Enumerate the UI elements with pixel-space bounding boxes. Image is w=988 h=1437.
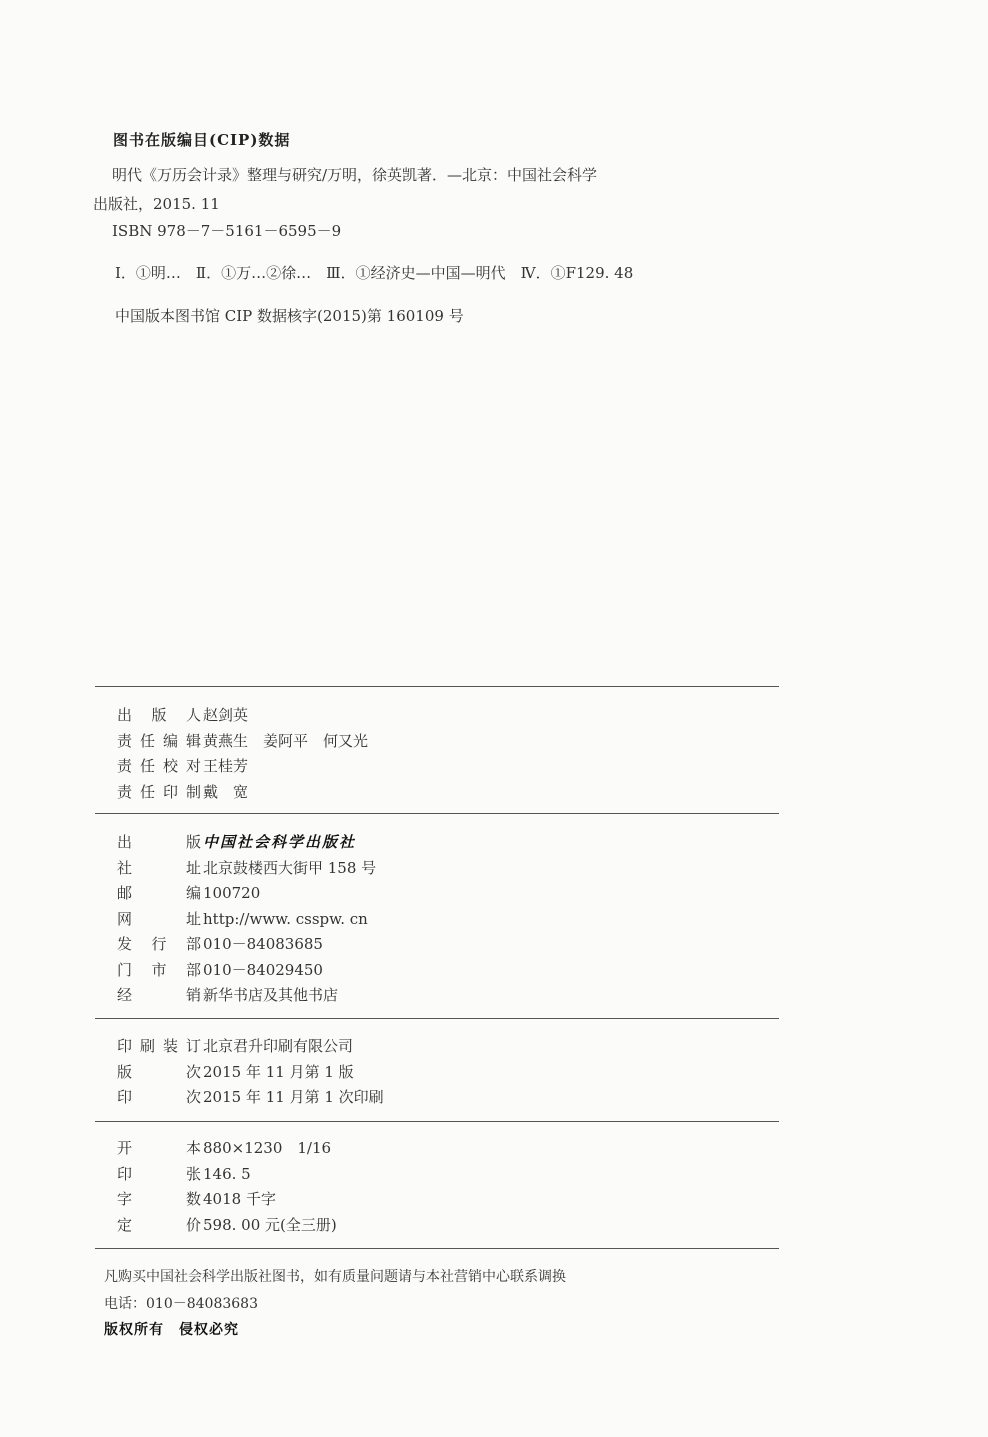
- specs-section: [117, 1136, 337, 1238]
- label-char: 责: [117, 757, 133, 775]
- publisher-row: [117, 856, 376, 882]
- publisher-value: 中国社会科学出版社: [203, 833, 357, 851]
- label-char: 任: [139, 731, 155, 750]
- label-char: 订: [185, 1037, 201, 1055]
- printing-section: [117, 1034, 384, 1111]
- staff-row: [117, 754, 368, 780]
- publisher-row: [117, 881, 376, 907]
- label-char: 销: [185, 986, 201, 1004]
- printing-row: [117, 1085, 384, 1111]
- label-char: 邮: [117, 884, 133, 902]
- label-char: 门: [117, 960, 133, 979]
- specs-label: [117, 1136, 201, 1162]
- divider: [95, 813, 779, 814]
- label-char: 发: [117, 935, 133, 953]
- staff-row: [117, 780, 368, 806]
- specs-value: 598. 00 元(全三册): [203, 1215, 337, 1234]
- staff-value: 黄燕生 姜阿平 何又光: [203, 731, 369, 750]
- label-char: 制: [185, 782, 201, 801]
- label-char: 社: [117, 858, 133, 877]
- specs-label: [117, 1162, 201, 1188]
- printing-row: [117, 1060, 384, 1086]
- label-char: 装: [162, 1037, 178, 1055]
- staff-value: 赵剑英: [203, 706, 249, 724]
- divider: [95, 1248, 779, 1249]
- label-char: 张: [185, 1164, 201, 1183]
- publisher-label: [117, 958, 201, 984]
- label-char: 刷: [139, 1037, 155, 1055]
- label-char: 数: [185, 1190, 201, 1208]
- publisher-label: [117, 856, 201, 882]
- publisher-label: [117, 830, 201, 856]
- staff-row: [117, 703, 368, 729]
- label-char: 印: [162, 782, 178, 801]
- staff-label: [117, 703, 201, 729]
- label-char: 本: [185, 1139, 201, 1157]
- publisher-section: [117, 830, 376, 1009]
- label-char: 址: [185, 909, 201, 928]
- label-char: 部: [185, 935, 201, 953]
- label-char: 次: [185, 1062, 201, 1081]
- publisher-value: 010－84029450: [203, 960, 323, 979]
- cip-data-number: 中国版本图书馆 CIP 数据核字(2015)第 160109 号: [115, 307, 464, 325]
- staff-section: [117, 703, 368, 805]
- label-char: 编: [185, 884, 201, 902]
- cip-publisher-line: 出版社，2015. 11: [93, 195, 220, 213]
- publisher-label: [117, 983, 201, 1009]
- label-char: 字: [117, 1190, 133, 1208]
- publisher-value: 010－84083685: [203, 935, 323, 953]
- printing-value: 2015 年 11 月第 1 次印刷: [203, 1088, 384, 1106]
- publisher-value: 100720: [203, 884, 261, 902]
- label-char: 对: [185, 757, 201, 775]
- label-char: 责: [117, 782, 133, 801]
- publisher-value: 新华书店及其他书店: [203, 986, 339, 1004]
- cip-title: 图书在版编目(CIP)数据: [113, 131, 291, 149]
- printing-value: 北京君升印刷有限公司: [203, 1037, 354, 1055]
- cip-isbn: ISBN 978－7－5161－6595－9: [112, 222, 342, 240]
- label-char: 印: [117, 1037, 133, 1055]
- label-char: 任: [139, 757, 155, 775]
- divider: [95, 1018, 779, 1019]
- specs-label: [117, 1187, 201, 1213]
- label-char: 行: [151, 935, 167, 953]
- cip-book-line: 明代《万历会计录》整理与研究/万明，徐英凯著．—北京：中国社会科学: [112, 166, 598, 184]
- divider: [95, 686, 779, 687]
- cip-classification: Ⅰ．①明… Ⅱ．①万…②徐… Ⅲ．①经济史—中国—明代 Ⅳ．①F129. 48: [115, 264, 634, 282]
- specs-row: [117, 1162, 337, 1188]
- publisher-row: [117, 932, 376, 958]
- specs-value: 146. 5: [203, 1164, 251, 1183]
- label-char: 定: [117, 1215, 133, 1234]
- label-char: 印: [117, 1164, 133, 1183]
- staff-label: [117, 754, 201, 780]
- printing-value: 2015 年 11 月第 1 版: [203, 1062, 354, 1081]
- label-char: 版: [185, 833, 201, 851]
- publisher-row: [117, 958, 376, 984]
- label-char: 开: [117, 1139, 133, 1157]
- publisher-label: [117, 932, 201, 958]
- printing-label: [117, 1060, 201, 1086]
- label-char: 人: [185, 706, 201, 724]
- staff-label: [117, 729, 201, 755]
- label-char: 部: [185, 960, 201, 979]
- label-char: 责: [117, 731, 133, 750]
- staff-label: [117, 780, 201, 806]
- publisher-row: [117, 907, 376, 933]
- label-char: 出: [117, 706, 133, 724]
- staff-row: [117, 729, 368, 755]
- label-char: 印: [117, 1088, 133, 1106]
- printing-row: [117, 1034, 384, 1060]
- publisher-label: [117, 881, 201, 907]
- publisher-row: [117, 983, 376, 1009]
- specs-value: 4018 千字: [203, 1190, 276, 1208]
- staff-value: 戴 宽: [203, 782, 249, 801]
- label-char: 市: [151, 960, 167, 979]
- label-char: 编: [162, 731, 178, 750]
- staff-value: 王桂芳: [203, 757, 249, 775]
- label-char: 任: [139, 782, 155, 801]
- label-char: 版: [151, 706, 167, 724]
- specs-row: [117, 1136, 337, 1162]
- specs-value: 880×1230 1/16: [203, 1139, 332, 1157]
- printing-label: [117, 1034, 201, 1060]
- label-char: 经: [117, 986, 133, 1004]
- printing-label: [117, 1085, 201, 1111]
- specs-label: [117, 1213, 201, 1239]
- label-char: 辑: [185, 731, 201, 750]
- label-char: 校: [162, 757, 178, 775]
- label-char: 址: [185, 858, 201, 877]
- publisher-label: [117, 907, 201, 933]
- sales-phone: 电话：010－84083683: [104, 1296, 258, 1312]
- publisher-value: 北京鼓楼西大街甲 158 号: [203, 858, 377, 877]
- publisher-value: http://www. csspw. cn: [203, 909, 368, 928]
- label-char: 价: [185, 1215, 201, 1234]
- specs-row: [117, 1213, 337, 1239]
- quality-notice: 凡购买中国社会科学出版社图书，如有质量问题请与本社营销中心联系调换: [104, 1269, 566, 1285]
- divider: [95, 1121, 779, 1122]
- label-char: 出: [117, 833, 133, 851]
- specs-row: [117, 1187, 337, 1213]
- label-char: 版: [117, 1062, 133, 1081]
- publisher-row: [117, 830, 376, 856]
- copyright-notice: 版权所有 侵权必究: [104, 1322, 239, 1338]
- label-char: 次: [185, 1088, 201, 1106]
- label-char: 网: [117, 909, 133, 928]
